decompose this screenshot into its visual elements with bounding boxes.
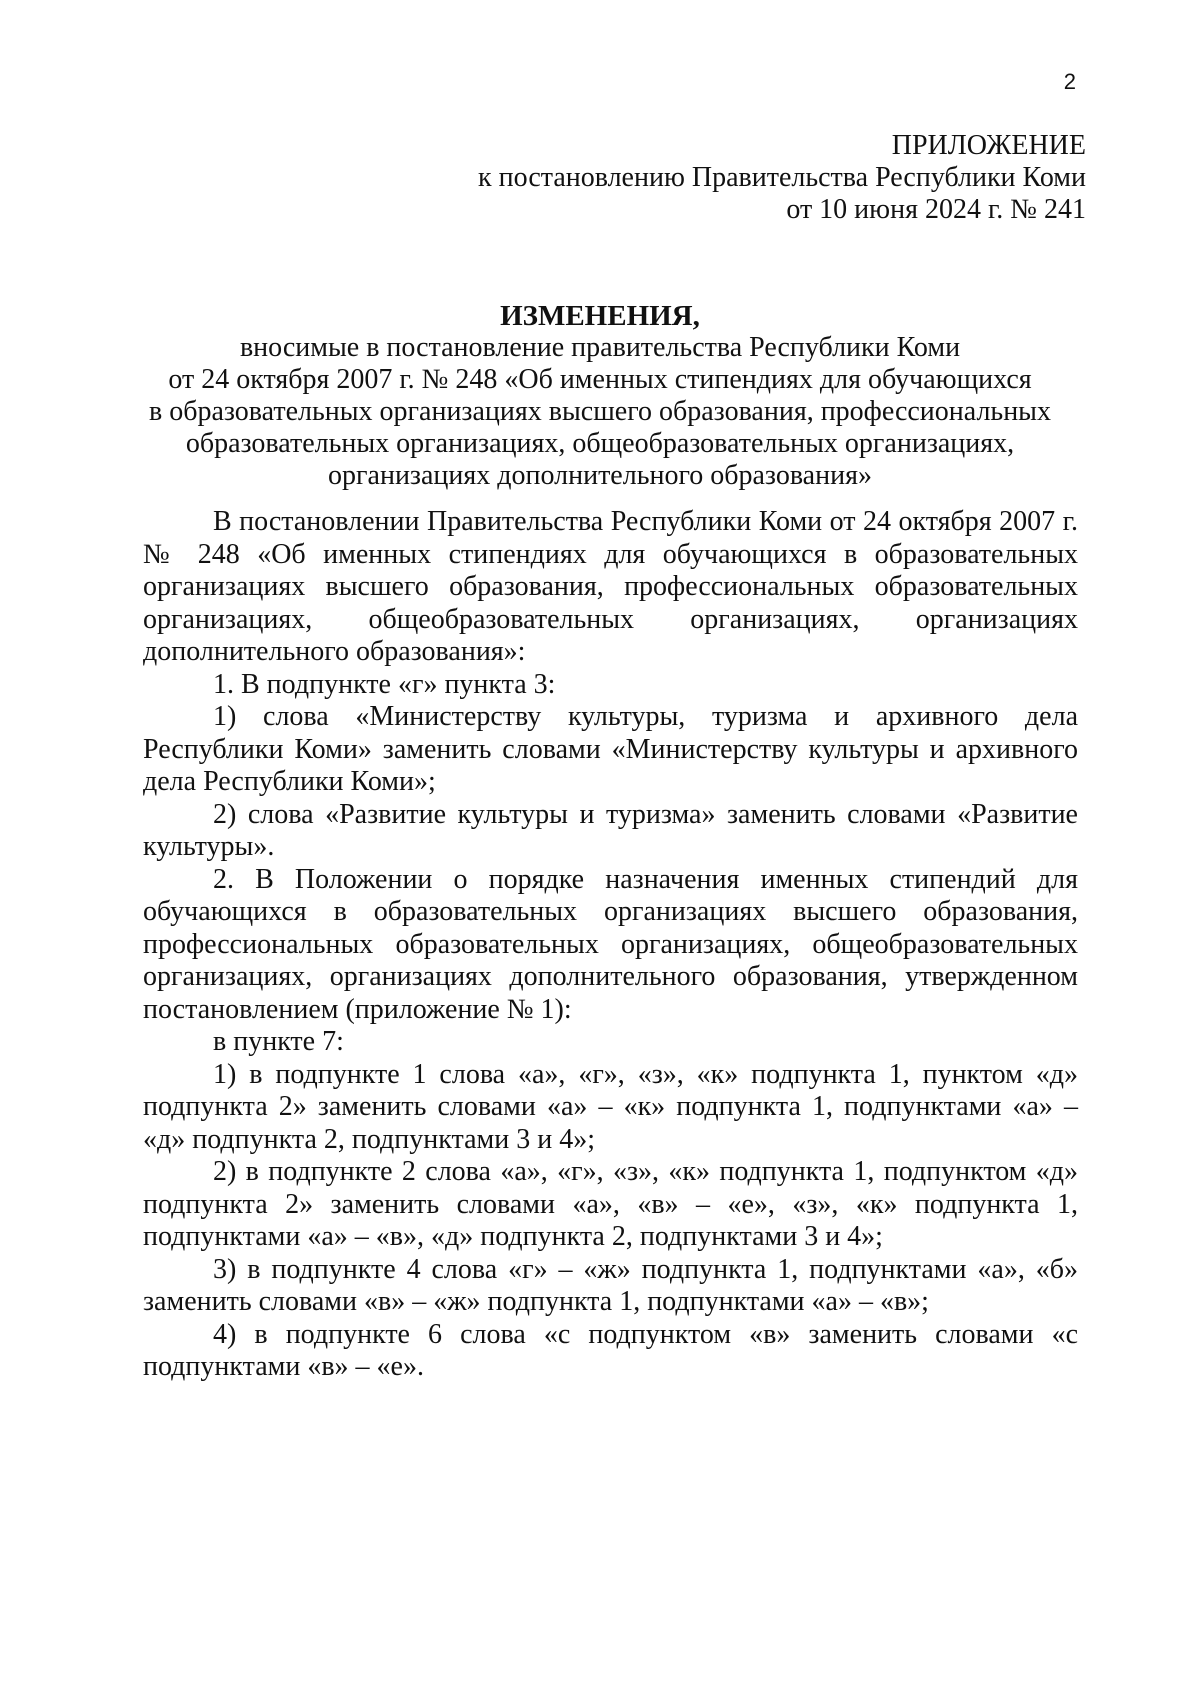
body-paragraph: В постановлении Правительства Республики Коми от 24 октября 2007 г. № 248 «Об именных стипендиях для обучающихся в образовательных организациях высшего образования, профессиональных образовательных организациях, общеобразовательных организациях, организациях дополнительного образования»: <box>143 506 1078 667</box>
document-title <box>130 300 1070 492</box>
appendix-header <box>386 130 1086 226</box>
body-paragraph: 1. В подпункте «г» пункта 3: <box>213 668 556 700</box>
page-number: 2 <box>1063 69 1076 94</box>
body-paragraph: 1) слова «Министерству культуры, туризма и архивного дела Республики Коми» заменить словами «Министерству культуры и архивного дела Республики Коми»; <box>143 701 1078 797</box>
body-paragraph: в пункте 7: <box>213 1026 344 1057</box>
title-line: образовательных организациях, общеобразовательных организациях, <box>185 428 1015 459</box>
title-heading: ИЗМЕНЕНИЯ, <box>500 300 700 332</box>
appendix-label: ПРИЛОЖЕНИЕ <box>891 130 1086 161</box>
appendix-date: от 10 июня 2024 г. № 241 <box>786 194 1086 225</box>
title-line: в образовательных организациях высшего образования, профессиональных <box>149 396 1051 427</box>
title-line: от 24 октября 2007 г. № 248 «Об именных стипендиях для обучающихся <box>168 364 1032 395</box>
appendix-reference: к постановлению Правительства Республики Коми <box>478 162 1086 193</box>
body-paragraph: 2) в подпункте 2 слова «а», «г», «з», «к» подпункта 1, подпунктом «д» подпункта 2» заменить словами «а», «в» – «е», «з», «к» подпункта 1, подпунктами «а» – «в», «д» подпункта 2, подпунктами 3 и 4»; <box>143 1156 1078 1252</box>
body-paragraph: 4) в подпункте 6 слова «с подпунктом «в» заменить словами «с подпунктами «в» – «е». <box>143 1318 1078 1382</box>
body-paragraph: 1) в подпункте 1 слова «а», «г», «з», «к» подпункта 1, пунктом «д» подпункта 2» заменить словами «а» – «к» подпункта 1, подпунктами «а» – «д» подпункта 2, подпунктами 3 и 4»; <box>143 1058 1078 1155</box>
document-body <box>143 506 1078 1384</box>
body-paragraph: 2. В Положении о порядке назначения именных стипендий для обучающихся в образовательных организациях высшего образования, профессиональных образовательных организациях, общеобразовательных организациях, организациях дополнительного образования, утвержденном постановлением (приложение № 1): <box>143 863 1078 1025</box>
body-paragraph: 3) в подпункте 4 слова «г» – «ж» подпункта 1, подпунктами «а», «б» заменить словами «в» – «ж» подпункта 1, подпунктами «а» – «в»; <box>143 1253 1078 1317</box>
title-line: организациях дополнительного образования» <box>328 460 872 491</box>
body-paragraph: 2) слова «Развитие культуры и туризма» заменить словами «Развитие культуры». <box>143 798 1078 862</box>
title-line: вносимые в постановление правительства Республики Коми <box>239 332 961 363</box>
